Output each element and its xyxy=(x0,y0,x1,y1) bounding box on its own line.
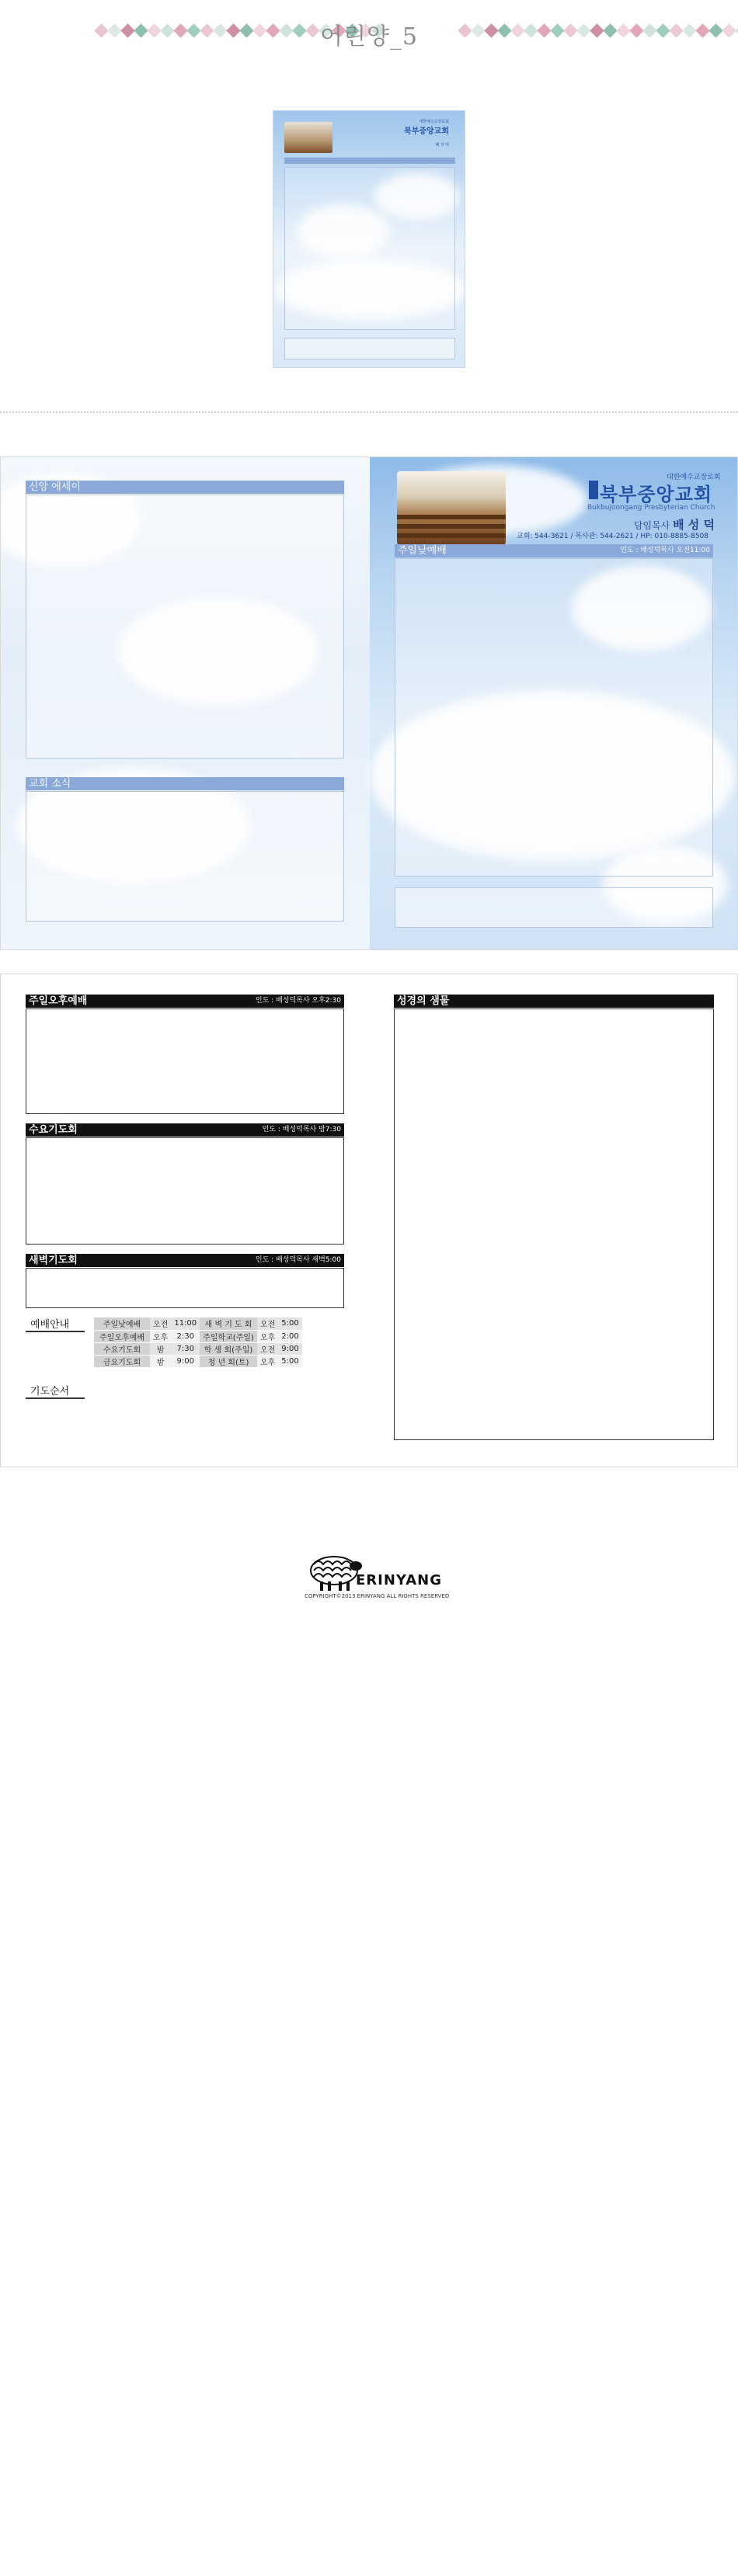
pastor-title: 담임목사 xyxy=(633,520,670,531)
dawn-prayer-bar xyxy=(26,1254,344,1267)
sermon-content-box[interactable] xyxy=(394,1009,714,1440)
schedule-cell: 오후 xyxy=(257,1355,278,1367)
church-name-text: 북부중앙교회 xyxy=(404,127,449,136)
diamond-shape xyxy=(708,23,722,37)
schedule-cell: 청 년 회(토) xyxy=(200,1355,257,1367)
spread-right-page xyxy=(370,457,738,950)
announcement-box[interactable] xyxy=(395,887,713,928)
schedule-cell: 오후 xyxy=(150,1330,171,1342)
dotted-divider xyxy=(0,411,738,413)
diamond-shape xyxy=(669,23,683,37)
diamond-shape xyxy=(656,23,670,37)
schedule-cell: 오전 xyxy=(257,1318,278,1330)
diamond-shape xyxy=(576,23,590,37)
bulletin-spread-inner xyxy=(0,974,738,1467)
schedule-row xyxy=(94,1330,302,1342)
main-service-order-box[interactable] xyxy=(395,558,713,877)
diamond-shape xyxy=(629,23,643,37)
essay-content-box[interactable] xyxy=(26,495,344,759)
dawn-prayer-box[interactable] xyxy=(26,1268,344,1308)
diamond-shape xyxy=(735,23,738,37)
schedule-cell: 5:00 xyxy=(278,1318,301,1330)
news-content-box[interactable] xyxy=(26,791,344,922)
diamond-shape xyxy=(603,23,617,37)
wednesday-prayer-info: 인도 : 배성덕목사 밤7:30 xyxy=(262,1126,341,1134)
dawn-prayer-title: 새벽기도회 xyxy=(29,1255,78,1266)
denomination-label: 대한예수교장로회 xyxy=(667,474,721,481)
bulletin-spread-outer xyxy=(0,457,738,950)
diamond-shape xyxy=(484,23,498,37)
brand-name: ERINYANG xyxy=(356,1572,442,1588)
schedule-cell: 밤 xyxy=(150,1342,171,1355)
schedule-cell: 2:30 xyxy=(171,1330,200,1342)
schedule-row xyxy=(94,1342,302,1355)
schedule-label: 예배안내 xyxy=(26,1319,85,1332)
main-service-title: 주일낮예배 xyxy=(398,545,447,557)
schedule-row xyxy=(94,1318,302,1330)
schedule-cell: 9:00 xyxy=(171,1355,200,1367)
page-footer xyxy=(0,1541,738,1603)
schedule-cell: 주일오후예배 xyxy=(94,1330,150,1342)
section-title-main-service xyxy=(395,544,713,557)
spread-left-page xyxy=(1,457,370,950)
schedule-cell: 오전 xyxy=(150,1318,171,1330)
church-contact: 교회: 544-3621 / 목사관: 544-2621 / HP: 010-8885-8508 xyxy=(517,533,708,540)
diamond-shape xyxy=(722,23,736,37)
afternoon-service-bar xyxy=(26,995,344,1008)
church-english-name: Bukbujoongang Presbyterian Church xyxy=(587,504,715,512)
diamond-shape xyxy=(695,23,709,37)
sermon-bar xyxy=(394,995,714,1008)
diamond-shape xyxy=(563,23,577,37)
schedule-cell: 7:30 xyxy=(171,1342,200,1355)
church-logo-thumbnail xyxy=(387,119,449,158)
service-schedule-table xyxy=(94,1318,302,1368)
afternoon-service-info: 인도 : 배성덕목사 오후2:30 xyxy=(255,997,341,1005)
schedule-cell: 오전 xyxy=(257,1342,278,1355)
pastor-name-text: 배 성 덕 xyxy=(435,143,449,148)
section-title-essay: 신앙 에세이 xyxy=(26,481,344,494)
sheep-logo-icon xyxy=(305,1547,364,1594)
diamond-shape xyxy=(642,23,656,37)
diamond-shape xyxy=(510,23,524,37)
pastor-name: 배 성 덕 xyxy=(673,518,715,532)
copyright-text: COPYRIGHT©2013 ERINYANG ALL RIGHTS RESERVED xyxy=(305,1593,450,1599)
schedule-cell: 5:00 xyxy=(278,1355,301,1367)
bulletin-thumbnail[interactable] xyxy=(273,110,465,368)
schedule-cell: 주일낮예배 xyxy=(94,1318,150,1330)
afternoon-service-title: 주일오후예배 xyxy=(29,995,88,1007)
schedule-cell: 주일학교(주일) xyxy=(200,1330,257,1342)
schedule-cell: 2:00 xyxy=(278,1330,301,1342)
page-header xyxy=(0,0,738,62)
prayer-order-label: 기도순서 xyxy=(26,1386,85,1399)
wednesday-prayer-title: 수요기도회 xyxy=(29,1124,78,1136)
diamond-shape xyxy=(616,23,630,37)
schedule-cell: 밤 xyxy=(150,1355,171,1367)
diamond-shape xyxy=(550,23,564,37)
dawn-prayer-info: 인도 : 배성덕목사 새벽5:00 xyxy=(255,1256,341,1264)
thumbnail-content-box xyxy=(284,167,455,330)
schedule-cell: 수요기도회 xyxy=(94,1342,150,1355)
section-title-news: 교회 소식 xyxy=(26,777,344,790)
diamond-shape xyxy=(524,23,538,37)
wednesday-prayer-box[interactable] xyxy=(26,1137,344,1245)
diamond-shape xyxy=(471,23,485,37)
diamond-shape xyxy=(682,23,696,37)
diamond-pattern-right xyxy=(458,23,738,39)
diamond-shape xyxy=(537,23,551,37)
church-cross-icon xyxy=(589,481,598,499)
schedule-cell: 학 생 회(주일) xyxy=(200,1342,257,1355)
afternoon-service-box[interactable] xyxy=(26,1009,344,1114)
church-name: 북부중앙교회 xyxy=(600,484,713,505)
diamond-shape xyxy=(458,23,472,37)
diamond-shape xyxy=(497,23,511,37)
thumbnail-section-bar xyxy=(284,158,455,164)
schedule-cell: 오후 xyxy=(257,1330,278,1342)
diamond-shape xyxy=(590,23,604,37)
thumbnail-footer-box xyxy=(284,338,455,359)
church-interior-photo xyxy=(397,471,506,545)
wednesday-prayer-bar xyxy=(26,1123,344,1137)
schedule-cell: 9:00 xyxy=(278,1342,301,1355)
denomination-text: 대한예수교장로회 xyxy=(419,120,449,124)
page-title: 어린양_5 xyxy=(319,23,419,50)
sermon-title: 성경의 샘물 xyxy=(397,995,450,1007)
schedule-cell: 11:00 xyxy=(171,1318,200,1330)
schedule-row xyxy=(94,1355,302,1367)
schedule-cell: 새 벽 기 도 회 xyxy=(200,1318,257,1330)
church-photo-thumbnail xyxy=(284,122,332,153)
schedule-cell: 금요기도회 xyxy=(94,1355,150,1367)
main-service-info: 인도 : 배성덕목사 오전11:00 xyxy=(620,547,710,554)
